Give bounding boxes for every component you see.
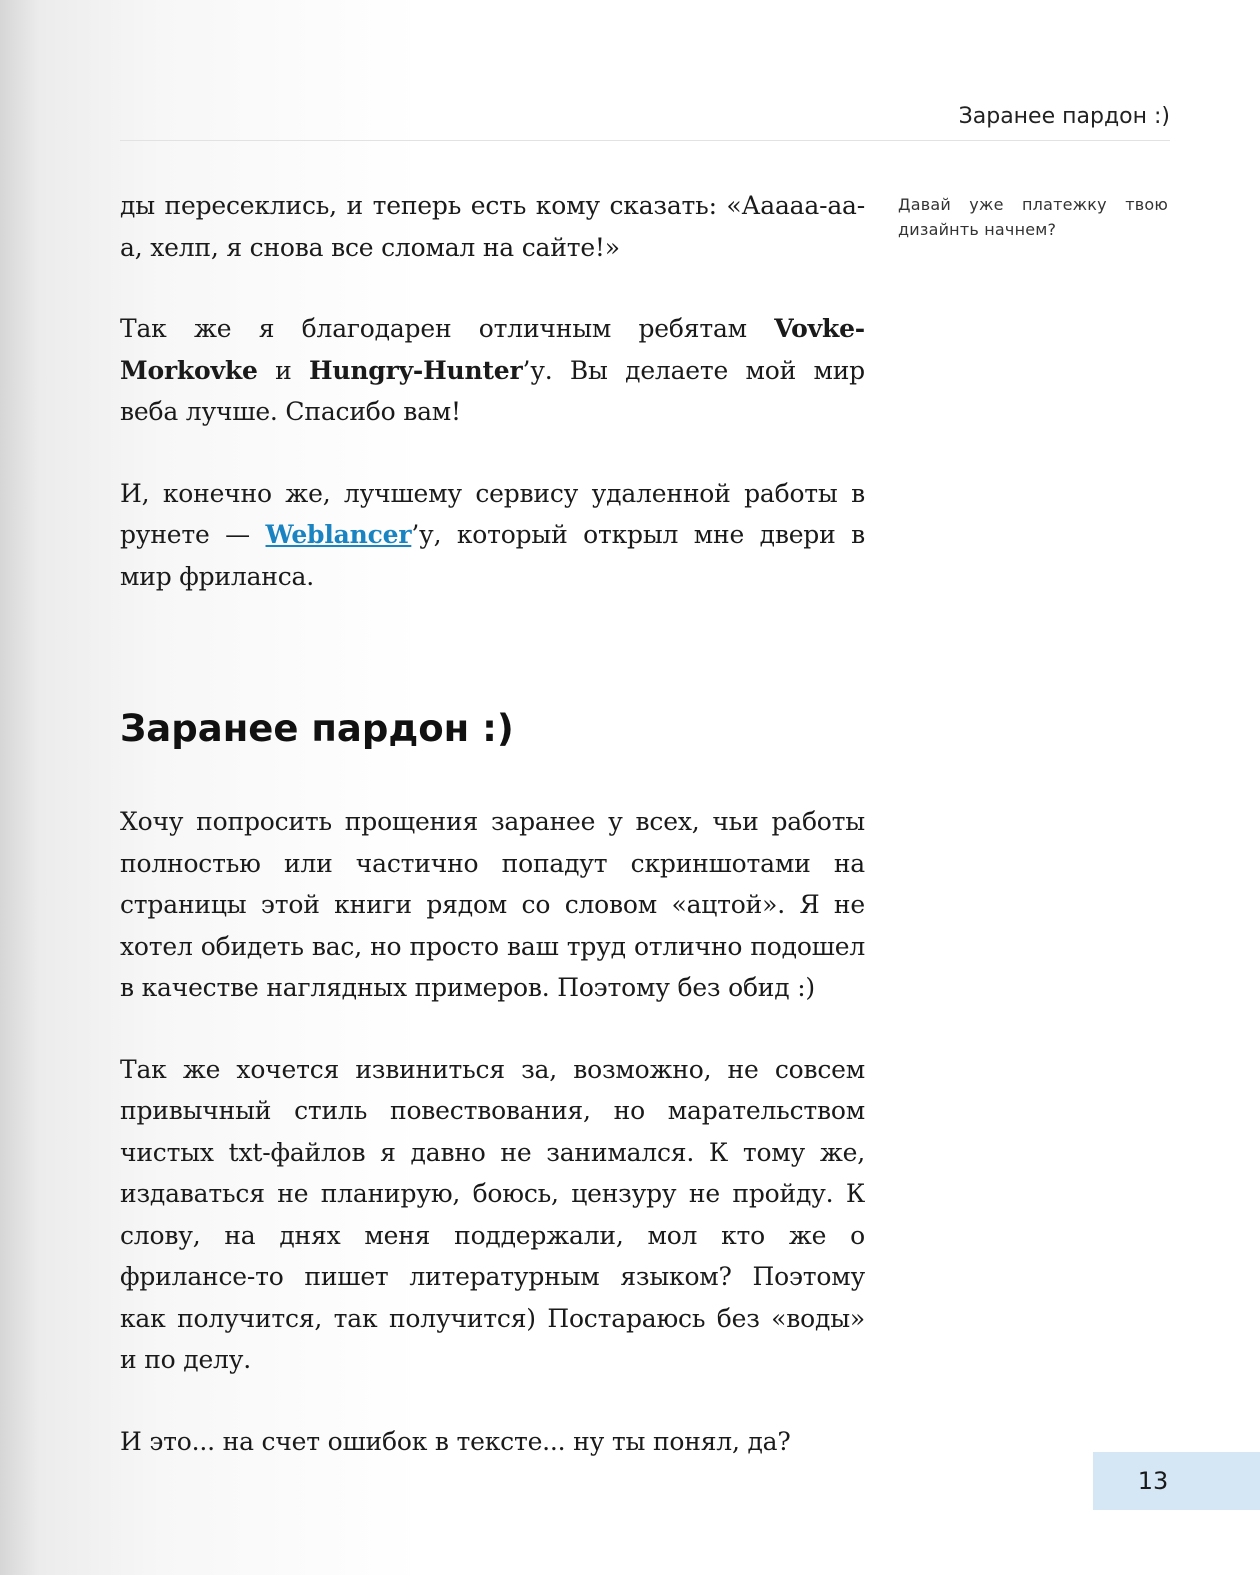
margin-note: Давай уже платежку твою дизайнть начнем? <box>898 195 1168 239</box>
paragraph-continuation: ды пересеклись, и теперь есть кому сказать: «Ааааа-аа-а, хелп, я снова все сломал на сайте!» <box>120 191 865 262</box>
page-number-box <box>1093 1452 1260 1510</box>
paragraph-thanks <box>120 308 865 433</box>
weblancer-text-start: И, конечно же, лучшему сервису удаленной работы в рунете — <box>120 478 865 549</box>
thanks-text-start: Так же я благодарен отличным ребятам <box>120 314 775 343</box>
page-number: 13 <box>1137 1467 1169 1495</box>
name-vovke-morkovke: Vovke-Morkovke <box>120 314 865 385</box>
section-heading: Заранее пардон :) <box>120 707 514 750</box>
weblancer-text-end: ’у, который открыл мне двери в мир фриланса. <box>120 520 866 591</box>
paragraph-weblancer <box>120 473 865 598</box>
running-header <box>120 100 1170 141</box>
thanks-text-middle: и <box>257 355 309 385</box>
paragraph-apology-style: Так же хочется извиниться за, возможно, не совсем привычный стиль повествования, но марательством чистых txt-файлов я давно не занимался. К тому же, издаваться не планирую, боюсь, цензуру не пройду. К слову, на днях меня поддержали, мол кто же о фрилансе-то пишет литературным языком? Поэтому как получится, так получится) Постараюсь без «воды» и по делу. <box>120 1054 865 1374</box>
paragraph-errors: И это... на счет ошибок в тексте... ну ты понял, да? <box>120 1426 791 1456</box>
thanks-text-end: ’у. Вы делаете мой мир веба лучше. Спасибо вам! <box>120 355 865 426</box>
running-header-title: Заранее пардон :) <box>958 104 1170 129</box>
name-hungry-hunter: Hungry-Hunter <box>308 355 523 385</box>
weblancer-link[interactable]: Weblancer <box>265 520 412 549</box>
paragraph-apology-screenshots: Хочу попросить прощения заранее у всех, чьи работы полностью или частично попадут скриншотами на страницы этой книги рядом со словом «ацтой». Я не хотел обидеть вас, но просто ваш труд отлично подошел в качестве наглядных примеров. Поэтому без обид :) <box>120 807 865 1002</box>
main-text-column <box>120 185 865 1502</box>
